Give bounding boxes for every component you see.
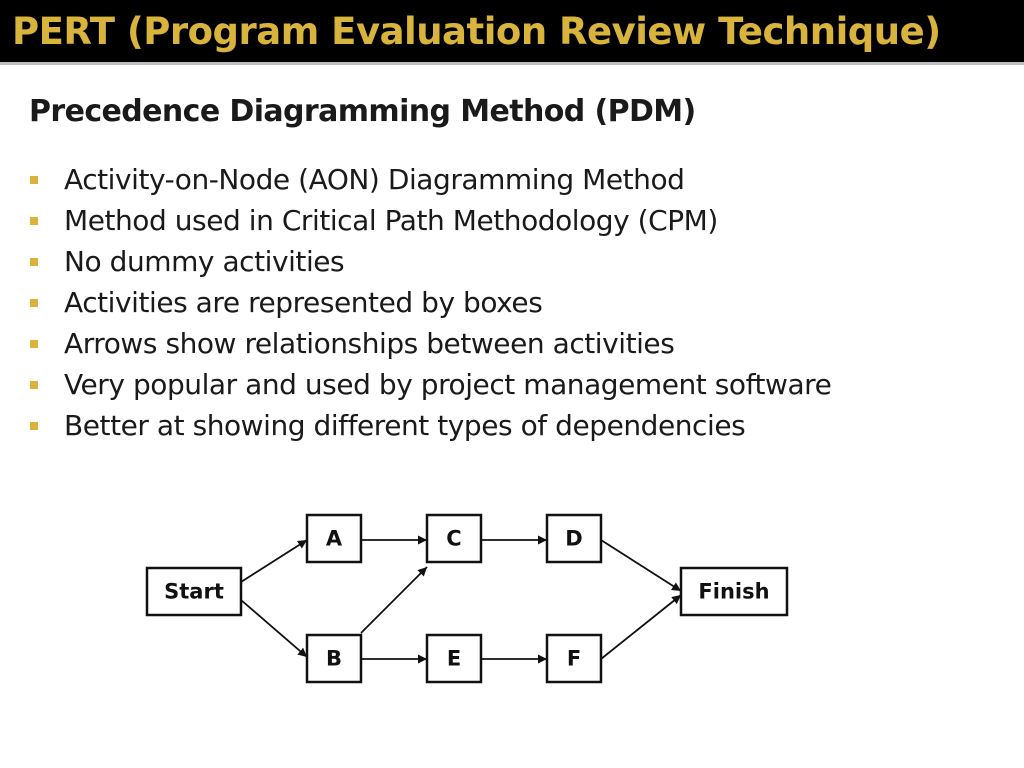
node-label-e: E — [446, 646, 462, 671]
arrow-b-to-c — [361, 567, 427, 633]
node-label-f: F — [566, 646, 582, 671]
arrow-start-to-b — [241, 600, 307, 657]
node-label-b: B — [325, 646, 343, 671]
node-finish — [681, 568, 787, 615]
node-f — [547, 635, 601, 682]
bullet-text: No dummy activities — [64, 245, 345, 278]
bullet-text: Activities are represented by boxes — [64, 286, 543, 319]
node-label-c: C — [446, 526, 462, 551]
bullet-text: Method used in Critical Path Methodology (CPM) — [64, 204, 718, 237]
slide-title: PERT (Program Evaluation Review Technique) — [12, 10, 941, 53]
node-c — [427, 515, 481, 562]
node-b — [307, 635, 361, 682]
node-label-finish: Finish — [698, 579, 770, 604]
node-e — [427, 635, 481, 682]
node-d — [547, 515, 601, 562]
node-label-d: D — [565, 526, 583, 551]
slide-subtitle: Precedence Diagramming Method (PDM) — [29, 94, 696, 129]
bullet-text: Very popular and used by project management software — [64, 368, 832, 401]
arrow-d-to-finish — [601, 540, 681, 591]
activity-nodes — [147, 515, 787, 682]
arrow-start-to-a — [241, 540, 307, 582]
bullet-text: Arrows show relationships between activities — [64, 327, 675, 360]
node-start — [147, 568, 241, 615]
bullet-text: Activity-on-Node (AON) Diagramming Method — [64, 163, 685, 196]
arrow-f-to-finish — [601, 595, 681, 659]
node-label-start: Start — [164, 579, 224, 604]
node-a — [307, 515, 361, 562]
bullet-text: Better at showing different types of dependencies — [64, 409, 746, 442]
node-label-a: A — [325, 526, 343, 551]
